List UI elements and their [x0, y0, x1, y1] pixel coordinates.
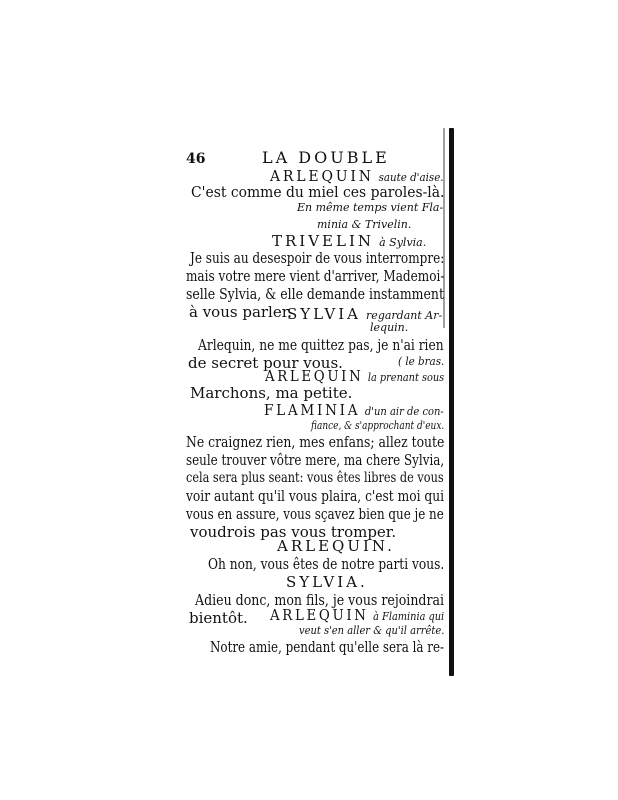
stage-direction: lequin.: [370, 321, 409, 334]
speaker-line: [265, 368, 444, 384]
stage-direction: En même temps vient Fla-: [297, 201, 444, 214]
stage-direction: regardant Ar-: [366, 309, 443, 322]
text-line: de secret pour vous.: [188, 354, 343, 372]
text-line: voir autant qu'il vous plaira, c'est moi qui: [186, 487, 445, 505]
speaker-name: ARLEQUIN.: [277, 537, 395, 555]
speaker-line: [287, 306, 442, 322]
text-line: Oh non, vous êtes de notre parti vous.: [208, 555, 445, 573]
speaker-name: ARLEQUIN: [265, 367, 364, 385]
speaker-name: SYLVIA: [287, 305, 361, 323]
stage-direction: la prenant sous: [367, 371, 445, 384]
stage-direction: fiance, & s'approchant d'eux.: [311, 419, 445, 432]
text-line: Marchons, ma petite.: [190, 384, 353, 402]
page-edge-shadow: [449, 128, 454, 676]
text-line: C'est comme du miel ces paroles-là.: [191, 183, 445, 201]
text-line: bientôt.: [189, 609, 248, 627]
stage-direction: à Flaminia qui: [373, 610, 445, 623]
speaker-name: ARLEQUIN: [270, 167, 374, 185]
text-line: Arlequin, ne me quittez pas, je n'ai rien: [198, 336, 444, 354]
stage-direction: saute d'aise.: [378, 171, 444, 184]
stage-direction: ( le bras.: [398, 355, 445, 368]
text-line: Ne craignez rien, mes enfans; allez toute: [186, 433, 445, 451]
speaker-name: ARLEQUIN: [270, 606, 369, 624]
text-line: Notre amie, pendant qu'elle sera là re-: [210, 638, 445, 656]
stage-direction: d'un air de con-: [364, 405, 444, 418]
speaker-name: TRIVELIN: [272, 232, 375, 250]
text-line: Je suis au desespoir de vous interrompre:: [190, 249, 445, 267]
speaker-name: SYLVIA.: [286, 573, 368, 591]
speaker-line: [272, 233, 426, 249]
running-header: LA DOUBLE: [262, 148, 390, 167]
speaker-line: [264, 402, 444, 418]
speaker-line: [270, 607, 444, 623]
text-line: selle Sylvia, & elle demande instamment: [186, 285, 444, 303]
page-number: 46: [186, 151, 206, 167]
stage-direction: à Sylvia.: [379, 236, 427, 249]
text-line: Adieu donc, mon fils, je vous rejoindrai: [195, 591, 444, 609]
text-line: vous en assure, vous sçavez bien que je ne: [186, 505, 444, 523]
text-line: voudrois pas vous tromper.: [190, 523, 397, 541]
speaker-name: FLAMINIA: [264, 401, 361, 419]
stage-direction: minia & Trivelin.: [317, 218, 412, 231]
stage-direction: veut s'en aller & qu'il arrête.: [299, 624, 445, 637]
text-line: seule trouver vôtre mere, ma chere Sylvia,: [186, 451, 445, 469]
text-line: mais votre mere vient d'arriver, Mademoi-: [186, 267, 445, 285]
text-line: à vous parler.: [189, 303, 293, 321]
speaker-line: [270, 168, 444, 184]
text-line: cela sera plus seant: vous êtes libres de vous: [186, 470, 444, 486]
